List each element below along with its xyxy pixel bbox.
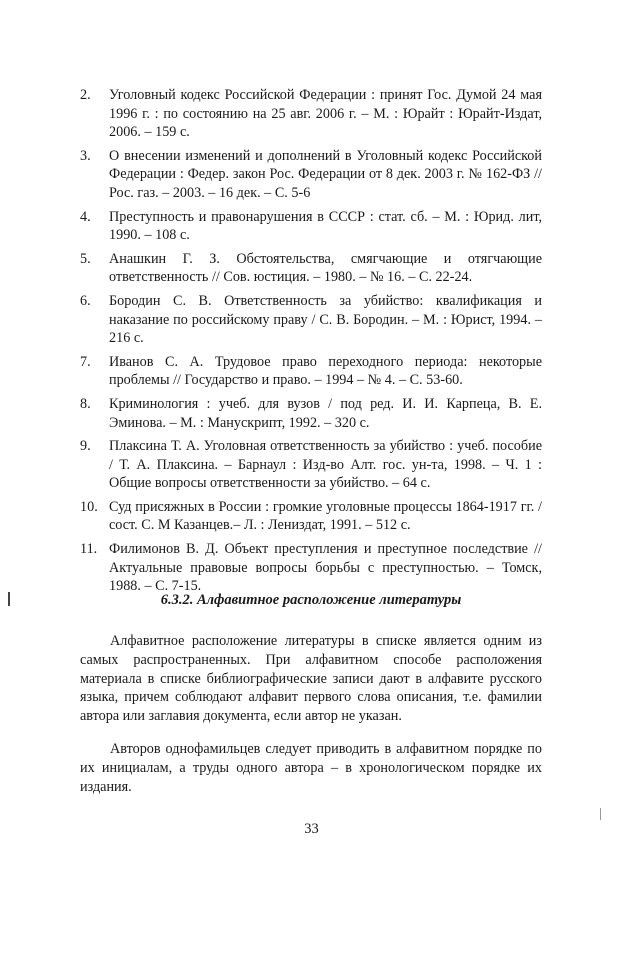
body-paragraph: Авторов однофамильцев следует приводить в алфавитном порядке по их инициалам, а труды одного автора – в хронологическом порядке их издания. <box>80 741 542 795</box>
reference-text: Преступность и правонарушения в СССР : стат. сб. – М. : Юрид. лит, 1990. – 108 с. <box>109 208 542 244</box>
reference-item <box>80 208 542 245</box>
reference-item <box>80 437 542 493</box>
reference-text: Уголовный кодекс Российской Федерации : принят Гос. Думой 24 мая 1996 г. : по состоянию на 25 авг. 2006 г. – М. : Юрайт : Юрайт-Издат, 2006. – 159 с. <box>109 87 542 141</box>
reference-number: 7. <box>80 353 91 370</box>
reference-number: 11. <box>80 541 98 558</box>
reference-item <box>80 86 542 142</box>
section-heading: 6.3.2. Алфавитное расположение литературы <box>160 592 462 608</box>
reference-number: 10. <box>80 498 98 515</box>
reference-number: 4. <box>80 208 91 225</box>
scan-artifact-mark <box>600 808 601 820</box>
reference-text: Иванов С. А. Трудовое право переходного периода: некоторые проблемы // Государство и право. – 1994 – № 4. – С. 53-60. <box>109 353 542 389</box>
reference-text: Суд присяжных в России : громкие уголовные процессы 1864-1917 гг. / сост. С. М Казанцев.– Л. : Лениздат, 1991. – 512 с. <box>109 498 542 534</box>
reference-text: Криминология : учеб. для вузов / под ред. И. И. Карпеца, В. Е. Эминова. – М. : Манускрипт, 1992. – 320 с. <box>109 395 542 431</box>
reference-number: 6. <box>80 292 91 309</box>
reference-item <box>80 250 542 287</box>
body-paragraph: Алфавитное расположение литературы в списке является одним из самых распространенных. При алфавитном способе расположения материала в списке библиографические записи дают в алфавите русского языка, причем соблюдают алфавит первого слова описания, т.е. фамилии автора или заглавия документа, если автор не указан. <box>80 633 542 725</box>
reference-text: Бородин С. В. Ответственность за убийство: квалификация и наказание по российскому праву / С. В. Бородин. – М. : Юрист, 1994. – 216 с. <box>109 292 542 347</box>
reference-text: О внесении изменений и дополнений в Уголовный кодекс Российской Федерации : Федер. закон Рос. Федерации от 8 дек. 2003 г. № 162-ФЗ // Рос. газ. – 2003. – 16 дек. – С. 5-6 <box>109 147 542 201</box>
reference-number: 3. <box>80 147 91 164</box>
reference-number: 5. <box>80 250 91 267</box>
reference-number: 8. <box>80 395 91 412</box>
reference-text: Плаксина Т. А. Уголовная ответственность за убийство : учеб. пособие / Т. А. Плаксина. – Барнаул : Изд-во Алт. гос. ун-та, 1998. – Ч. 1 : Общие вопросы ответственности за убийство. – 64 с. <box>109 438 542 492</box>
reference-item <box>80 498 542 535</box>
reference-item <box>80 540 542 596</box>
reference-item <box>80 395 542 432</box>
reference-item <box>80 292 542 348</box>
reference-list <box>80 86 542 601</box>
scan-artifact-mark <box>8 592 10 606</box>
reference-item <box>80 147 542 203</box>
reference-item <box>80 353 542 390</box>
reference-number: 9. <box>80 438 91 455</box>
reference-number: 2. <box>80 87 91 103</box>
reference-text: Анашкин Г. З. Обстоятельства, смягчающие и отягчающие ответственность // Сов. юстиция. – 1980. – № 16. – С. 22-24. <box>109 250 542 286</box>
page-number: 33 <box>304 821 319 837</box>
reference-text: Филимонов В. Д. Объект преступления и преступное последствие // Актуальные правовые вопросы борьбы с преступностью. – Томск, 1988. – С. 7-15. <box>109 541 542 595</box>
